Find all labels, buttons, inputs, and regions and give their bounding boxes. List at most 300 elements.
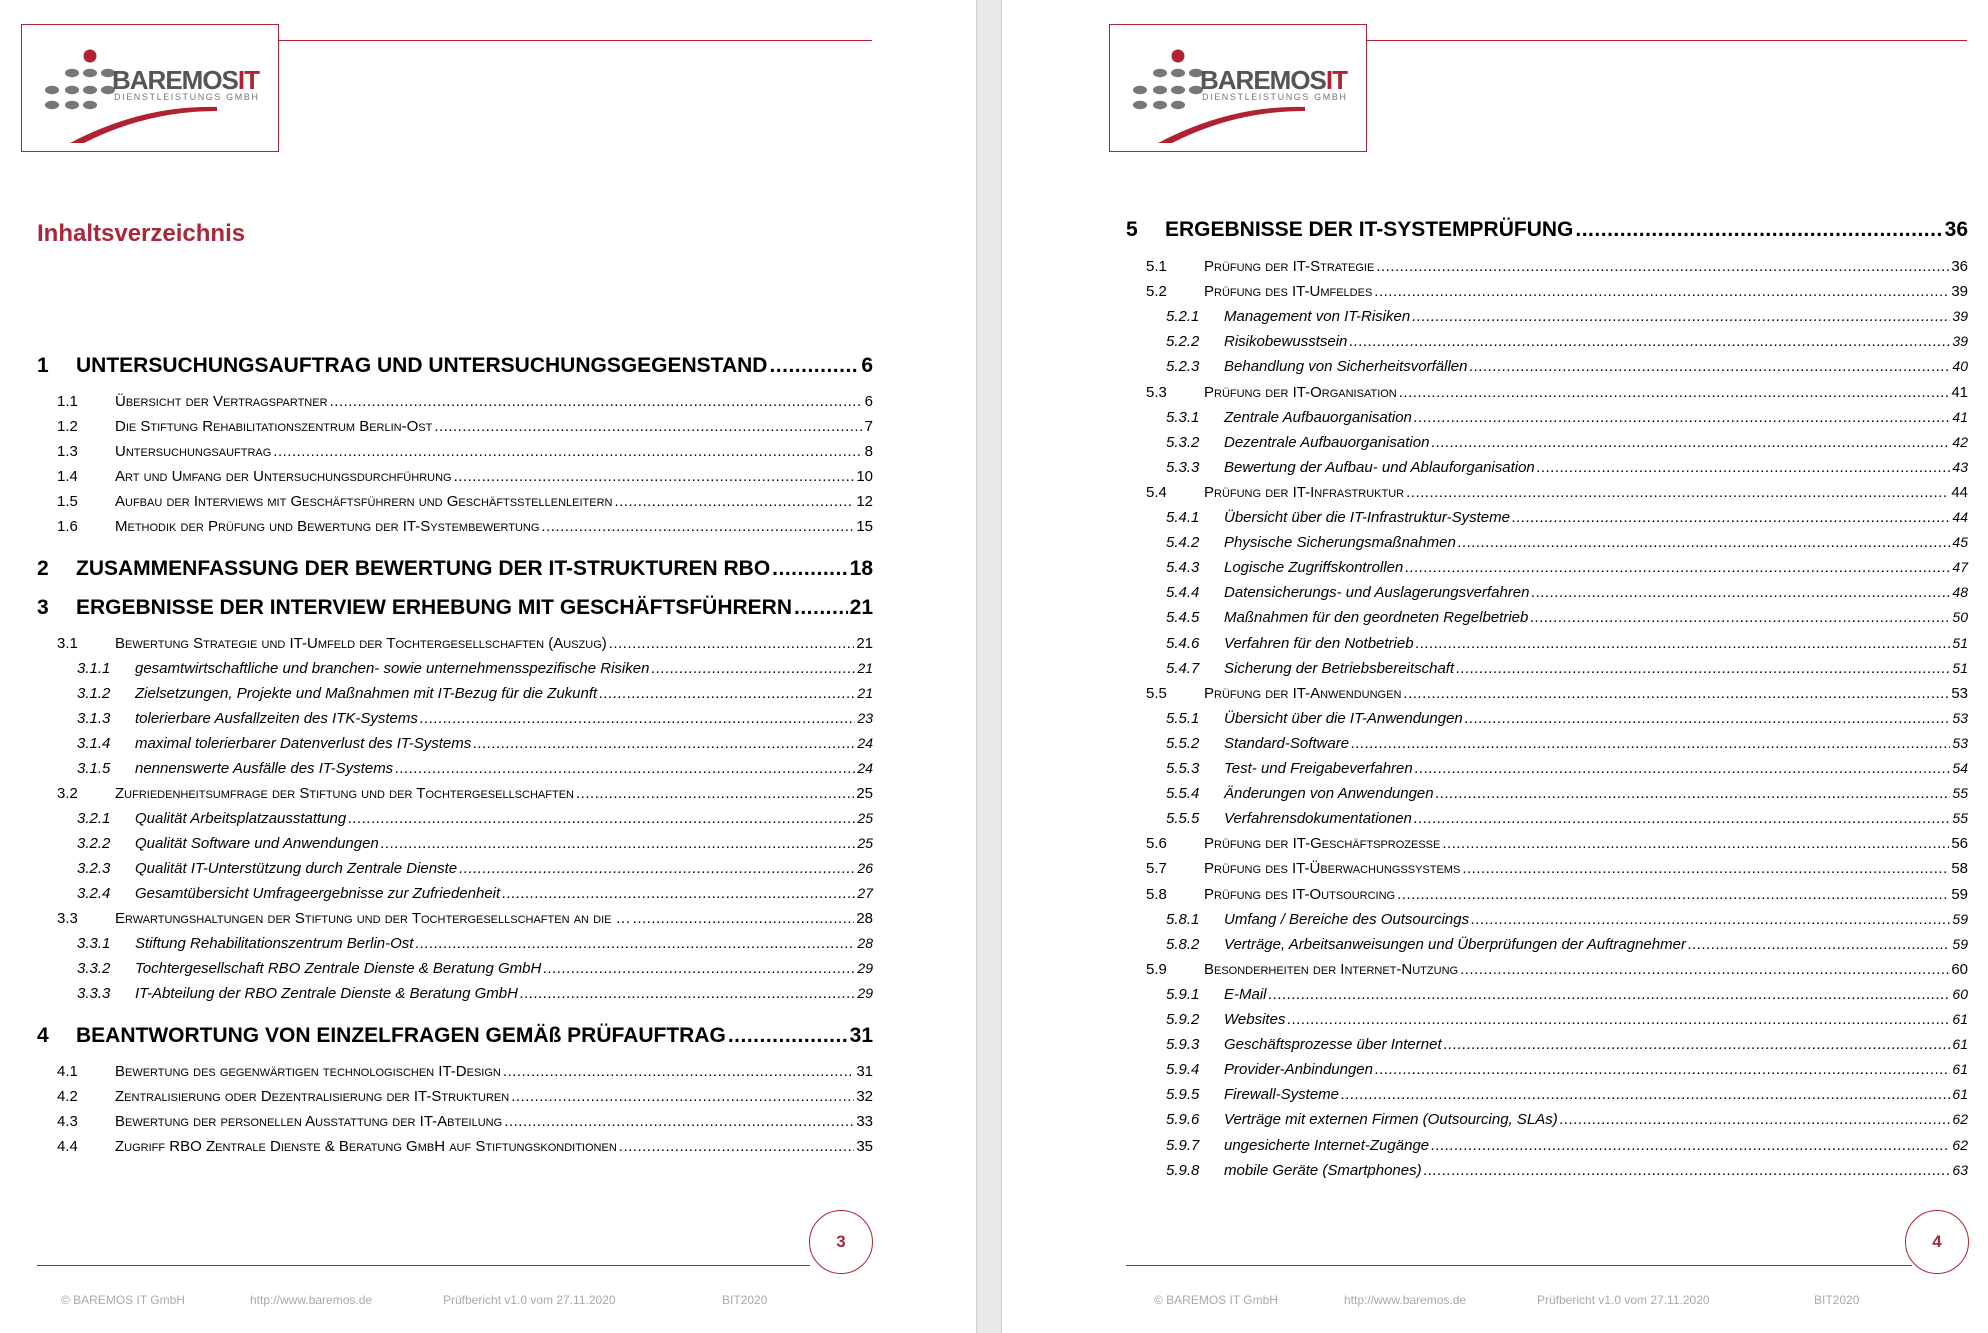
toc-entry-title: Übersicht über die IT-Anwendungen: [1224, 709, 1463, 727]
toc-entry-number: 3.1.4: [77, 735, 111, 752]
toc-entry-page: 40: [1952, 358, 1968, 375]
toc-entry-number: 1.6: [57, 518, 78, 535]
toc-entry-number: 5.9: [1146, 960, 1167, 978]
toc-entry-title: Gesamtübersicht Umfrageergebnisse zur Zufriedenheit: [135, 885, 501, 902]
toc-entry-page: 39: [1951, 283, 1968, 301]
toc-entry[interactable]: [77, 835, 873, 852]
toc-entry-number: 3.3.3: [77, 985, 111, 1002]
toc-entry-title: Umfang / Bereiche des Outsourcings: [1224, 910, 1470, 928]
toc-entry[interactable]: [77, 735, 873, 752]
toc-entry-page: 62: [1952, 1136, 1968, 1153]
toc-leader-dots: [473, 735, 855, 752]
toc-leader-dots: [1560, 1111, 1951, 1128]
toc-entry-title: Logische Zugriffskontrollen: [1224, 559, 1404, 577]
toc-entry-number: 5.4.3: [1166, 559, 1200, 577]
toc-leader-dots: [1575, 218, 1942, 242]
toc-entry-number: 5.5.4: [1166, 785, 1200, 803]
toc-leader-dots: [1470, 358, 1951, 375]
toc-entry-page: 61: [1952, 1061, 1968, 1078]
toc-entry-page: 60: [1952, 985, 1968, 1002]
toc-entry-number: 1.2: [57, 418, 78, 435]
toc-leader-dots: [541, 518, 854, 535]
toc-entry-number: 2: [37, 557, 49, 580]
toc-entry[interactable]: [1166, 936, 1968, 953]
toc-entry[interactable]: [57, 1113, 873, 1130]
toc-entry[interactable]: [1166, 735, 1968, 752]
toc-entry-page: 21: [857, 660, 873, 676]
toc-entry-title: Prüfung der IT-Anwendungen: [1204, 684, 1402, 702]
toc-entry[interactable]: [77, 660, 873, 677]
toc-leader-dots: [1456, 660, 1950, 677]
toc-entry-page: 39: [1952, 333, 1968, 350]
toc-entry-title: Zielsetzungen, Projekte und Maßnahmen mit IT-Bezug für die Zukunft: [135, 685, 598, 702]
toc-entry-page: 59: [1952, 935, 1968, 952]
toc-entry-title: Bewertung des gegenwärtigen technologischen IT-Design: [115, 1063, 501, 1080]
toc-entry-number: 5.4: [1146, 483, 1167, 501]
toc-entry-page: 32: [856, 1088, 873, 1105]
toc-entry-number: 3.2.4: [77, 885, 111, 902]
toc-entry-page: 29: [857, 985, 873, 1001]
toc-entry[interactable]: [57, 1138, 873, 1155]
toc-entry-title: Methodik der Prüfung und Bewertung der IT-Systembewertung: [115, 518, 540, 535]
toc-entry-page: 61: [1952, 1011, 1968, 1027]
toc-entry-title: Zugriff RBO Zentrale Dienste & Beratung GmbH auf Stiftungskonditionen: [115, 1138, 617, 1155]
toc-entry[interactable]: [57, 468, 873, 485]
toc-entry-number: 3.1.1: [77, 660, 111, 677]
toc-entry[interactable]: [37, 557, 873, 581]
toc-entry-title: Erwartungshaltungen der Stiftung und der Tochtergesellschaften an die …: [115, 910, 631, 927]
toc-leader-dots: [772, 557, 847, 581]
toc-entry-title: Bewertung Strategie und IT-Umfeld der Tochtergesellschaften (Auszug): [115, 635, 607, 652]
toc-entry-number: 5.3.1: [1166, 408, 1200, 426]
toc-entry-page: 7: [864, 418, 873, 435]
toc-entry-page: 26: [857, 860, 873, 876]
toc-entry-page: 44: [1952, 509, 1968, 525]
toc-entry[interactable]: [1166, 1036, 1968, 1053]
toc-entry-number: 5.2.1: [1166, 308, 1200, 326]
toc-entry[interactable]: [57, 635, 873, 652]
toc-entry[interactable]: [1166, 710, 1968, 727]
toc-entry-number: 5.9.8: [1166, 1161, 1200, 1179]
toc-entry-page: 45: [1952, 534, 1968, 551]
toc-leader-dots: [614, 493, 854, 510]
toc-entry[interactable]: [77, 760, 873, 777]
toc-entry-page: 6: [861, 354, 873, 377]
toc-entry[interactable]: [1166, 810, 1968, 827]
toc-entry-number: 3.2.1: [77, 810, 111, 827]
toc-entry-number: 5.5.1: [1166, 709, 1200, 727]
toc-entry[interactable]: [1166, 660, 1968, 677]
toc-leader-dots: [543, 960, 855, 977]
toc-entry-page: 27: [857, 885, 873, 901]
toc-entry-title: Prüfung des IT-Überwachungssystems: [1204, 860, 1461, 878]
toc-entry[interactable]: [1166, 358, 1968, 375]
toc-entry-title: Prüfung des IT-Umfeldes: [1204, 283, 1373, 301]
toc-leader-dots: [1375, 1061, 1950, 1078]
toc-entry-title: Besonderheiten der Internet-Nutzung: [1204, 960, 1459, 978]
toc-entry[interactable]: [1146, 886, 1968, 903]
toc-entry[interactable]: [57, 493, 873, 510]
toc-entry-title: Zentralisierung oder Dezentralisierung der IT-Strukturen: [115, 1088, 510, 1105]
toc-entry[interactable]: [77, 810, 873, 827]
toc-entry-number: 4.3: [57, 1113, 78, 1130]
toc-entry-page: 59: [1951, 885, 1968, 903]
toc-leader-dots: [1444, 1036, 1951, 1053]
toc-entry-number: 3.1: [57, 635, 78, 652]
document-page-left: [0, 0, 976, 1333]
toc-entry[interactable]: [57, 393, 873, 410]
toc-entry[interactable]: [77, 960, 873, 977]
toc-entry-number: 5.5: [1146, 684, 1167, 702]
toc-leader-dots: [794, 596, 848, 620]
toc-leader-dots: [1351, 735, 1950, 752]
toc-entry[interactable]: [1166, 1162, 1968, 1179]
toc-entry[interactable]: [1146, 283, 1968, 300]
toc-leader-dots: [381, 835, 856, 852]
toc-entry[interactable]: [1146, 685, 1968, 702]
toc-entry-page: 21: [849, 596, 873, 619]
toc-entry[interactable]: [1146, 258, 1968, 275]
toc-entry-page: 58: [1951, 860, 1968, 878]
footer-report-version: Prüfbericht v1.0 vom 27.11.2020: [443, 1293, 616, 1307]
toc-entry-number: 1: [37, 354, 49, 377]
toc-entry[interactable]: [1146, 835, 1968, 852]
toc-entry[interactable]: [1166, 1011, 1968, 1028]
toc-entry-page: 15: [856, 518, 873, 535]
logo-wordmark: BAREMOSIT: [1200, 65, 1348, 95]
toc-entry-title: Risikobewusstsein: [1224, 333, 1348, 351]
toc-entry-page: 25: [857, 810, 873, 826]
toc-entry-title: Übersicht über die IT-Infrastruktur-Systeme: [1224, 509, 1510, 526]
toc-entry-title: Prüfung der IT-Infrastruktur: [1204, 483, 1405, 501]
toc-leader-dots: [633, 910, 855, 927]
toc-entry-number: 1.4: [57, 468, 78, 485]
toc-entry[interactable]: [1166, 534, 1968, 551]
toc-entry-title: Bewertung der personellen Ausstattung der IT-Abteilung: [115, 1113, 503, 1130]
toc-leader-dots: [348, 810, 855, 827]
toc-entry-title: Behandlung von Sicherheitsvorfällen: [1224, 358, 1468, 376]
toc-leader-dots: [769, 354, 859, 378]
toc-entry-number: 3.1.5: [77, 760, 111, 777]
toc-entry[interactable]: [1166, 1137, 1968, 1154]
toc-entry-page: 42: [1952, 433, 1968, 450]
toc-entry-page: 21: [856, 635, 873, 652]
toc-entry-page: 24: [857, 760, 873, 776]
page-number-badge: 3: [809, 1210, 873, 1274]
toc-entry[interactable]: [37, 596, 873, 620]
toc-entry-title: mobile Geräte (Smartphones): [1224, 1161, 1422, 1179]
toc-entry-title: Datensicherungs- und Auslagerungsverfahren: [1224, 584, 1530, 602]
toc-entry-number: 5: [1126, 218, 1138, 241]
toc-leader-dots: [1431, 434, 1950, 451]
toc-entry[interactable]: [77, 710, 873, 727]
toc-entry-title: Qualität Software und Anwendungen: [135, 835, 379, 852]
toc-entry-page: 28: [857, 935, 873, 951]
toc-entry[interactable]: [77, 860, 873, 877]
toc-entry[interactable]: [1166, 584, 1968, 601]
toc-entry-title: Verfahrensdokumentationen: [1224, 810, 1412, 828]
toc-entry[interactable]: [57, 785, 873, 802]
toc-entry-number: 5.8: [1146, 885, 1167, 903]
toc-entry-page: 63: [1952, 1161, 1968, 1178]
toc-entry[interactable]: [37, 1024, 873, 1048]
page-number-badge: 4: [1905, 1210, 1969, 1274]
toc-entry[interactable]: [57, 443, 873, 460]
toc-entry-title: Dezentrale Aufbauorganisation: [1224, 433, 1430, 451]
toc-entry-number: 5.9.2: [1166, 1011, 1200, 1028]
toc-entry-number: 3.2.2: [77, 835, 111, 852]
toc-entry-title: Websites: [1224, 1011, 1286, 1028]
toc-entry-number: 5.9.6: [1166, 1111, 1200, 1129]
toc-leader-dots: [1465, 710, 1951, 727]
toc-leader-dots: [619, 1138, 855, 1155]
toc-entry-page: 51: [1952, 659, 1968, 676]
toc-entry[interactable]: [1166, 559, 1968, 576]
toc-entry-number: 5.7: [1146, 860, 1167, 878]
toc-entry-number: 5.4.4: [1166, 584, 1200, 602]
toc-entry-title: Verträge, Arbeitsanweisungen und Überprüfungen der Auftragnehmer: [1224, 935, 1686, 953]
footer-copyright: © BAREMOS IT GmbH: [1154, 1293, 1278, 1307]
toc-entry[interactable]: [1146, 860, 1968, 877]
toc-leader-dots: [1436, 785, 1951, 802]
toc-entry-title: ungesicherte Internet-Zugänge: [1224, 1136, 1430, 1154]
toc-entry-title: Tochtergesellschaft RBO Zentrale Dienste & Beratung GmbH: [135, 960, 542, 977]
toc-entry-page: 29: [857, 960, 873, 976]
toc-leader-dots: [1287, 1011, 1950, 1028]
toc-entry-page: 43: [1952, 458, 1968, 475]
toc-entry-page: 12: [856, 493, 873, 510]
toc-leader-dots: [330, 393, 863, 410]
toc-entry-number: 5.9.1: [1166, 985, 1200, 1003]
toc-entry-number: 5.4.7: [1166, 659, 1200, 677]
toc-entry[interactable]: [1166, 459, 1968, 476]
footer-rule: [1126, 1265, 1912, 1266]
toc-entry[interactable]: [1166, 1111, 1968, 1128]
logo-subtitle: DIENSTLEISTUNGS GMBH: [1202, 92, 1348, 102]
toc-entry-title: Geschäftsprozesse über Internet: [1224, 1036, 1442, 1054]
toc-leader-dots: [1341, 1086, 1950, 1103]
toc-entry-title: Firewall-Systeme: [1224, 1086, 1340, 1104]
toc-entry-page: 31: [849, 1024, 873, 1047]
toc-entry[interactable]: [77, 685, 873, 702]
toc-entry[interactable]: [57, 1063, 873, 1080]
toc-entry-number: 5.5.3: [1166, 760, 1200, 777]
toc-entry[interactable]: [1146, 484, 1968, 501]
toc-leader-dots: [395, 760, 855, 777]
toc-entry-title: Stiftung Rehabilitationszentrum Berlin-Ost: [135, 935, 414, 952]
toc-leader-dots: [504, 1113, 854, 1130]
toc-entry-number: 5.9.5: [1166, 1086, 1200, 1104]
toc-entry-page: 10: [856, 468, 873, 485]
toc-leader-dots: [1424, 1162, 1951, 1179]
toc-entry[interactable]: [1146, 384, 1968, 401]
toc-entry-title: ERGEBNISSE DER IT-SYSTEMPRÜFUNG: [1165, 218, 1574, 241]
toc-entry[interactable]: [1166, 1086, 1968, 1103]
toc-leader-dots: [1405, 559, 1950, 576]
toc-leader-dots: [503, 1063, 854, 1080]
toc-entry[interactable]: [1146, 961, 1968, 978]
toc-entry-page: 60: [1951, 960, 1968, 978]
toc-entry-page: 39: [1952, 308, 1968, 325]
toc-entry-title: Prüfung der IT-Organisation: [1204, 383, 1397, 401]
toc-entry[interactable]: [77, 985, 873, 1002]
toc-entry[interactable]: [37, 354, 873, 378]
toc-entry[interactable]: [1166, 635, 1968, 652]
toc-entry-title: Die Stiftung Rehabilitationszentrum Berlin-Ost: [115, 418, 433, 435]
page-gutter: [976, 0, 1002, 1333]
toc-entry-page: 28: [856, 910, 873, 927]
toc-entry[interactable]: [1126, 218, 1968, 242]
toc-entry-page: 48: [1952, 584, 1968, 601]
toc-entry-number: 5.5.2: [1166, 734, 1200, 752]
toc-entry-page: 24: [857, 735, 873, 751]
toc-entry-page: 18: [849, 557, 873, 580]
toc-entry[interactable]: [1166, 409, 1968, 426]
toc-leader-dots: [1403, 685, 1949, 702]
toc-entry-number: 1.1: [57, 393, 78, 410]
toc-entry-title: nennenswerte Ausfälle des IT-Systems: [135, 760, 394, 777]
toc-entry[interactable]: [57, 1088, 873, 1105]
toc-entry-page: 31: [856, 1063, 873, 1080]
toc-entry-number: 1.3: [57, 443, 78, 460]
company-logo: [1109, 24, 1367, 152]
toc-entry-number: 3.3.2: [77, 960, 111, 977]
toc-entry[interactable]: [1166, 911, 1968, 928]
toc-entry-title: Übersicht der Vertragspartner: [115, 393, 328, 410]
toc-leader-dots: [415, 935, 855, 952]
toc-entry-page: 53: [1951, 684, 1968, 702]
toc-entry-page: 41: [1952, 408, 1968, 425]
toc-entry[interactable]: [1166, 308, 1968, 325]
toc-entry-number: 4.4: [57, 1138, 78, 1155]
toc-entry-title: Management von IT-Risiken: [1224, 308, 1411, 326]
document-page-right: [1002, 0, 1988, 1333]
toc-entry-title: Art und Umfang der Untersuchungsdurchführung: [115, 468, 452, 485]
toc-entry-page: 6: [864, 393, 873, 410]
toc-entry[interactable]: [1166, 986, 1968, 1003]
toc-entry-number: 4.2: [57, 1088, 78, 1105]
footer-url: http://www.baremos.de: [1344, 1293, 1467, 1307]
company-logo: [21, 24, 279, 152]
toc-entry[interactable]: [57, 418, 873, 435]
toc-entry[interactable]: [57, 910, 873, 927]
toc-entry-title: Qualität Arbeitsplatzausstattung: [135, 810, 347, 827]
toc-entry-page: 47: [1952, 559, 1968, 576]
toc-entry-number: 5.8.1: [1166, 910, 1200, 928]
toc-leader-dots: [1531, 584, 1950, 601]
toc-leader-dots: [1376, 258, 1949, 275]
toc-leader-dots: [1412, 308, 1950, 325]
toc-entry-number: 3.3: [57, 910, 78, 927]
toc-leader-dots: [1397, 886, 1949, 903]
toc-entry-page: 62: [1952, 1111, 1968, 1128]
toc-entry-page: 23: [857, 710, 873, 726]
toc-leader-dots: [520, 985, 855, 1002]
toc-entry-number: 3.1.3: [77, 710, 111, 727]
toc-entry[interactable]: [1166, 609, 1968, 626]
toc-leader-dots: [1399, 384, 1950, 401]
toc-entry-page: 25: [857, 835, 873, 851]
toc-entry[interactable]: [1166, 1061, 1968, 1078]
toc-entry-page: 35: [856, 1138, 873, 1155]
toc-leader-dots: [1406, 484, 1949, 501]
toc-heading: Inhaltsverzeichnis: [37, 220, 246, 247]
toc-entry-number: 5.4.1: [1166, 509, 1200, 526]
toc-entry-number: 5.9.3: [1166, 1036, 1200, 1054]
toc-entry-number: 5.3.3: [1166, 458, 1200, 476]
header-rule: [279, 40, 872, 41]
toc-entry-title: Änderungen von Anwendungen: [1224, 785, 1434, 803]
toc-entry-title: maximal tolerierbarer Datenverlust des IT-Systems: [135, 735, 472, 752]
footer-copyright: © BAREMOS IT GmbH: [61, 1293, 185, 1307]
toc-entry-number: 5.4.2: [1166, 534, 1200, 552]
toc-entry-title: BEANTWORTUNG VON EINZELFRAGEN GEMÄß PRÜFAUFTRAG: [76, 1024, 726, 1047]
toc-entry-title: ZUSAMMENFASSUNG DER BEWERTUNG DER IT-STRUKTUREN RBO: [76, 557, 771, 580]
toc-leader-dots: [1537, 459, 1951, 476]
toc-entry-title: ERGEBNISSE DER INTERVIEW ERHEBUNG MIT GESCHÄFTSFÜHRERN: [76, 596, 792, 619]
toc-entry-number: 3.3.1: [77, 935, 111, 952]
toc-entry-number: 4: [37, 1024, 49, 1047]
toc-entry[interactable]: [1166, 509, 1968, 526]
toc-leader-dots: [502, 885, 855, 902]
toc-leader-dots: [1431, 1137, 1950, 1154]
toc-entry-title: UNTERSUCHUNGSAUFTRAG UND UNTERSUCHUNGSGEGENSTAND: [76, 354, 768, 377]
toc-entry-number: 5.5.5: [1166, 810, 1200, 828]
toc-leader-dots: [651, 660, 855, 677]
toc-entry-page: 55: [1952, 785, 1968, 802]
toc-entry-page: 36: [1944, 218, 1968, 241]
toc-entry-page: 44: [1951, 483, 1968, 501]
toc-leader-dots: [599, 685, 855, 702]
toc-leader-dots: [1414, 810, 1951, 827]
toc-entry[interactable]: [77, 935, 873, 952]
toc-entry[interactable]: [77, 885, 873, 902]
toc-leader-dots: [1269, 986, 1951, 1003]
footer-rule: [37, 1265, 810, 1266]
toc-leader-dots: [1374, 283, 1949, 300]
toc-entry-number: 5.4.5: [1166, 609, 1200, 627]
toc-entry[interactable]: [1166, 434, 1968, 451]
toc-entry-number: 5.2.2: [1166, 333, 1200, 351]
toc-entry-number: 5.6: [1146, 835, 1167, 853]
toc-entry-page: 61: [1952, 1086, 1968, 1103]
toc-leader-dots: [273, 443, 862, 460]
toc-entry-title: tolerierbare Ausfallzeiten des ITK-Systems: [135, 710, 418, 727]
toc-entry[interactable]: [57, 518, 873, 535]
toc-entry-title: Verfahren für den Notbetrieb: [1224, 634, 1414, 652]
toc-leader-dots: [576, 785, 854, 802]
toc-entry[interactable]: [1166, 333, 1968, 350]
toc-entry-title: Qualität IT-Unterstützung durch Zentrale Dienste: [135, 860, 458, 877]
toc-entry-number: 3.2: [57, 785, 78, 802]
toc-entry-title: Untersuchungsauftrag: [115, 443, 272, 460]
toc-entry-title: gesamtwirtschaftliche und branchen- sowie unternehmensspezifische Risiken: [135, 660, 650, 677]
toc-entry-title: Prüfung der IT-Strategie: [1204, 258, 1375, 275]
toc-entry-title: Aufbau der Interviews mit Geschäftsführern und Geschäftsstellenleitern: [115, 493, 613, 510]
toc-entry-page: 8: [864, 443, 873, 460]
toc-entry-title: Prüfung des IT-Outsourcing: [1204, 885, 1396, 903]
toc-entry[interactable]: [1166, 785, 1968, 802]
toc-entry-number: 3.2.3: [77, 860, 111, 877]
toc-entry-title: Test- und Freigabeverfahren: [1224, 760, 1413, 777]
toc-entry-page: 56: [1951, 835, 1968, 853]
footer-doc-code: BIT2020: [722, 1293, 768, 1307]
toc-entry-page: 33: [856, 1113, 873, 1130]
toc-entry-title: Standard-Software: [1224, 734, 1350, 752]
toc-entry-page: 53: [1952, 709, 1968, 726]
toc-leader-dots: [1414, 409, 1951, 426]
toc-entry[interactable]: [1166, 760, 1968, 777]
